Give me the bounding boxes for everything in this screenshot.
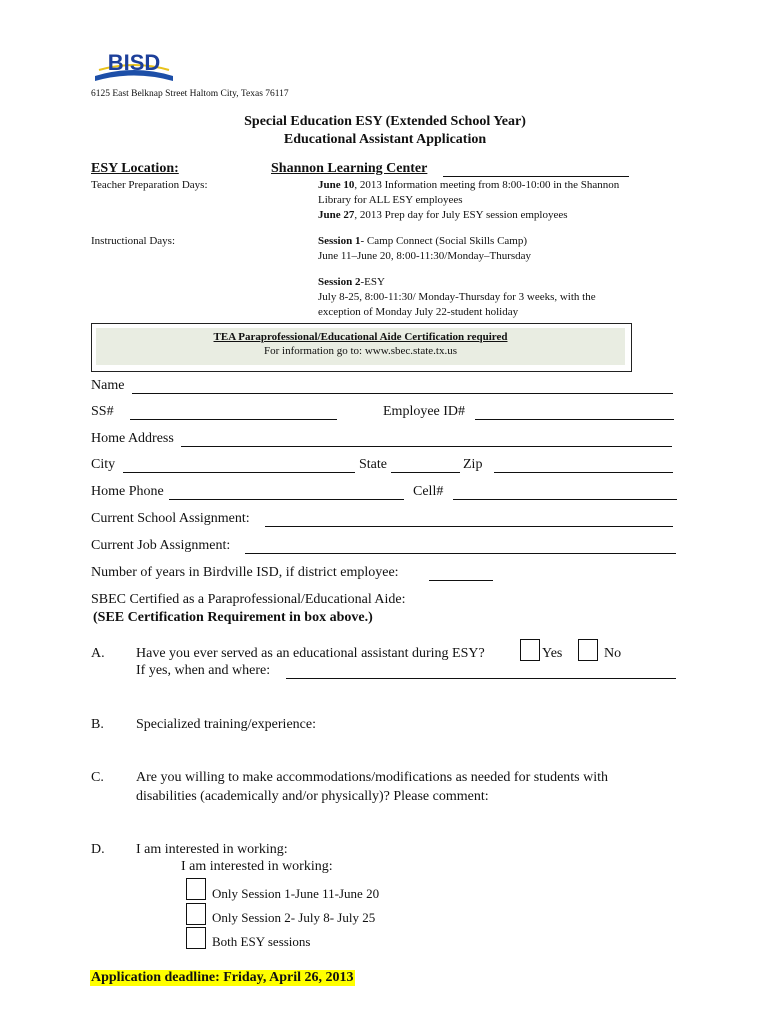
sbec-label: SBEC Certified as a Paraprofessional/Educational Aide: [91, 592, 406, 607]
session-2-desc: -ESY [360, 276, 385, 288]
employee-id-input[interactable] [475, 419, 674, 420]
question-b-text: Specialized training/experience: [136, 717, 316, 732]
zip-input[interactable] [494, 472, 673, 473]
session-2-exception: exception of Monday July 22-student holiday [318, 306, 519, 318]
name-label: Name [91, 378, 125, 393]
name-input[interactable] [132, 393, 673, 394]
question-c-letter: C. [91, 770, 104, 785]
bisd-logo [93, 48, 175, 82]
prep-text-1b: Library for ALL ESY employees [318, 194, 463, 206]
application-deadline: Application deadline: Friday, April 26, 2013 [91, 970, 354, 985]
prep-days-label: Teacher Preparation Days: [91, 179, 208, 191]
session-1-title: Session 1 [318, 235, 361, 247]
session-1-desc: - Camp Connect (Social Skills Camp) [360, 235, 528, 247]
tea-requirement: TEA Paraprofessional/Educational Aide Certification required [213, 331, 508, 343]
years-input[interactable] [429, 580, 493, 581]
prep-text-2: , 2013 Prep day for July ESY session employees [354, 209, 568, 221]
session-2-info [318, 275, 678, 320]
home-address-input[interactable] [181, 446, 672, 447]
yes-label: Yes [542, 646, 563, 661]
prep-days-info [318, 178, 678, 223]
question-a-text: Have you ever served as an educational assistant during ESY? [136, 646, 485, 661]
both-sessions-checkbox[interactable] [186, 927, 206, 949]
yes-checkbox[interactable] [520, 639, 540, 661]
title-line1: Special Education ESY (Extended School Year) [244, 114, 526, 129]
tea-info-link[interactable]: For information go to: www.sbec.state.tx.us [264, 345, 457, 357]
session-2-dates: July 8-25, 8:00-11:30/ Monday-Thursday for 3 weeks, with the [318, 291, 596, 303]
state-label: State [359, 457, 387, 472]
session-1-option: Only Session 1-June 11-June 20 [212, 886, 380, 901]
prep-date-1: June 10 [318, 179, 355, 191]
question-a-followup: If yes, when and where: [136, 663, 271, 678]
ss-label: SS# [91, 404, 114, 419]
question-d-text: I am interested in working: [136, 842, 288, 857]
question-c-text-2: disabilities (academically and/or physically)? Please comment: [136, 789, 489, 804]
home-address-label: Home Address [91, 431, 174, 446]
question-b-letter: B. [91, 717, 104, 732]
esy-location-label: ESY Location: [91, 161, 179, 176]
logo-text: BISD [107, 50, 161, 75]
address: 6125 East Belknap Street Haltom City, Texas 76117 [91, 89, 289, 99]
session-1-dates: June 11–June 20, 8:00-11:30/Monday–Thursday [318, 250, 532, 262]
location-value-text: Shannon Learning Center [271, 161, 428, 176]
no-label: No [604, 646, 622, 661]
cell-input[interactable] [453, 499, 677, 500]
session-2-checkbox[interactable] [186, 903, 206, 925]
prep-date-2: June 27 [318, 209, 355, 221]
no-checkbox[interactable] [578, 639, 598, 661]
esy-location-value [271, 161, 427, 177]
home-phone-input[interactable] [169, 499, 404, 500]
session-1-checkbox[interactable] [186, 878, 206, 900]
session-2-title: Session 2 [318, 276, 361, 288]
city-label: City [91, 457, 116, 472]
instructional-days-label: Instructional Days: [91, 235, 176, 247]
ss-input[interactable] [130, 419, 337, 420]
current-school-label: Current School Assignment: [91, 511, 250, 526]
current-job-label: Current Job Assignment: [91, 538, 231, 553]
session-2-option: Only Session 2- July 8- July 25 [212, 910, 376, 925]
current-job-input[interactable] [245, 553, 676, 554]
home-phone-label: Home Phone [91, 484, 164, 499]
question-a-letter: A. [91, 646, 105, 661]
state-input[interactable] [391, 472, 460, 473]
cell-label: Cell# [413, 484, 444, 499]
question-c-text-1: Are you willing to make accommodations/modifications as needed for students with [136, 770, 609, 785]
session-1-info [318, 234, 678, 264]
sbec-note: (SEE Certification Requirement in box above.) [93, 610, 373, 625]
current-school-input[interactable] [265, 526, 673, 527]
city-input[interactable] [123, 472, 355, 473]
prep-text-1: , 2013 Information meeting from 8:00-10:00 in the Shannon [354, 179, 620, 191]
question-a-followup-input[interactable] [286, 678, 676, 679]
both-sessions-option: Both ESY sessions [212, 934, 311, 949]
years-label: Number of years in Birdville ISD, if district employee: [91, 565, 399, 580]
question-d-text-2: I am interested in working: [181, 859, 333, 874]
employee-id-label: Employee ID# [383, 404, 466, 419]
question-d-letter: D. [91, 842, 105, 857]
zip-label: Zip [463, 457, 483, 472]
title-line2: Educational Assistant Application [283, 132, 487, 147]
location-underline [443, 176, 629, 177]
